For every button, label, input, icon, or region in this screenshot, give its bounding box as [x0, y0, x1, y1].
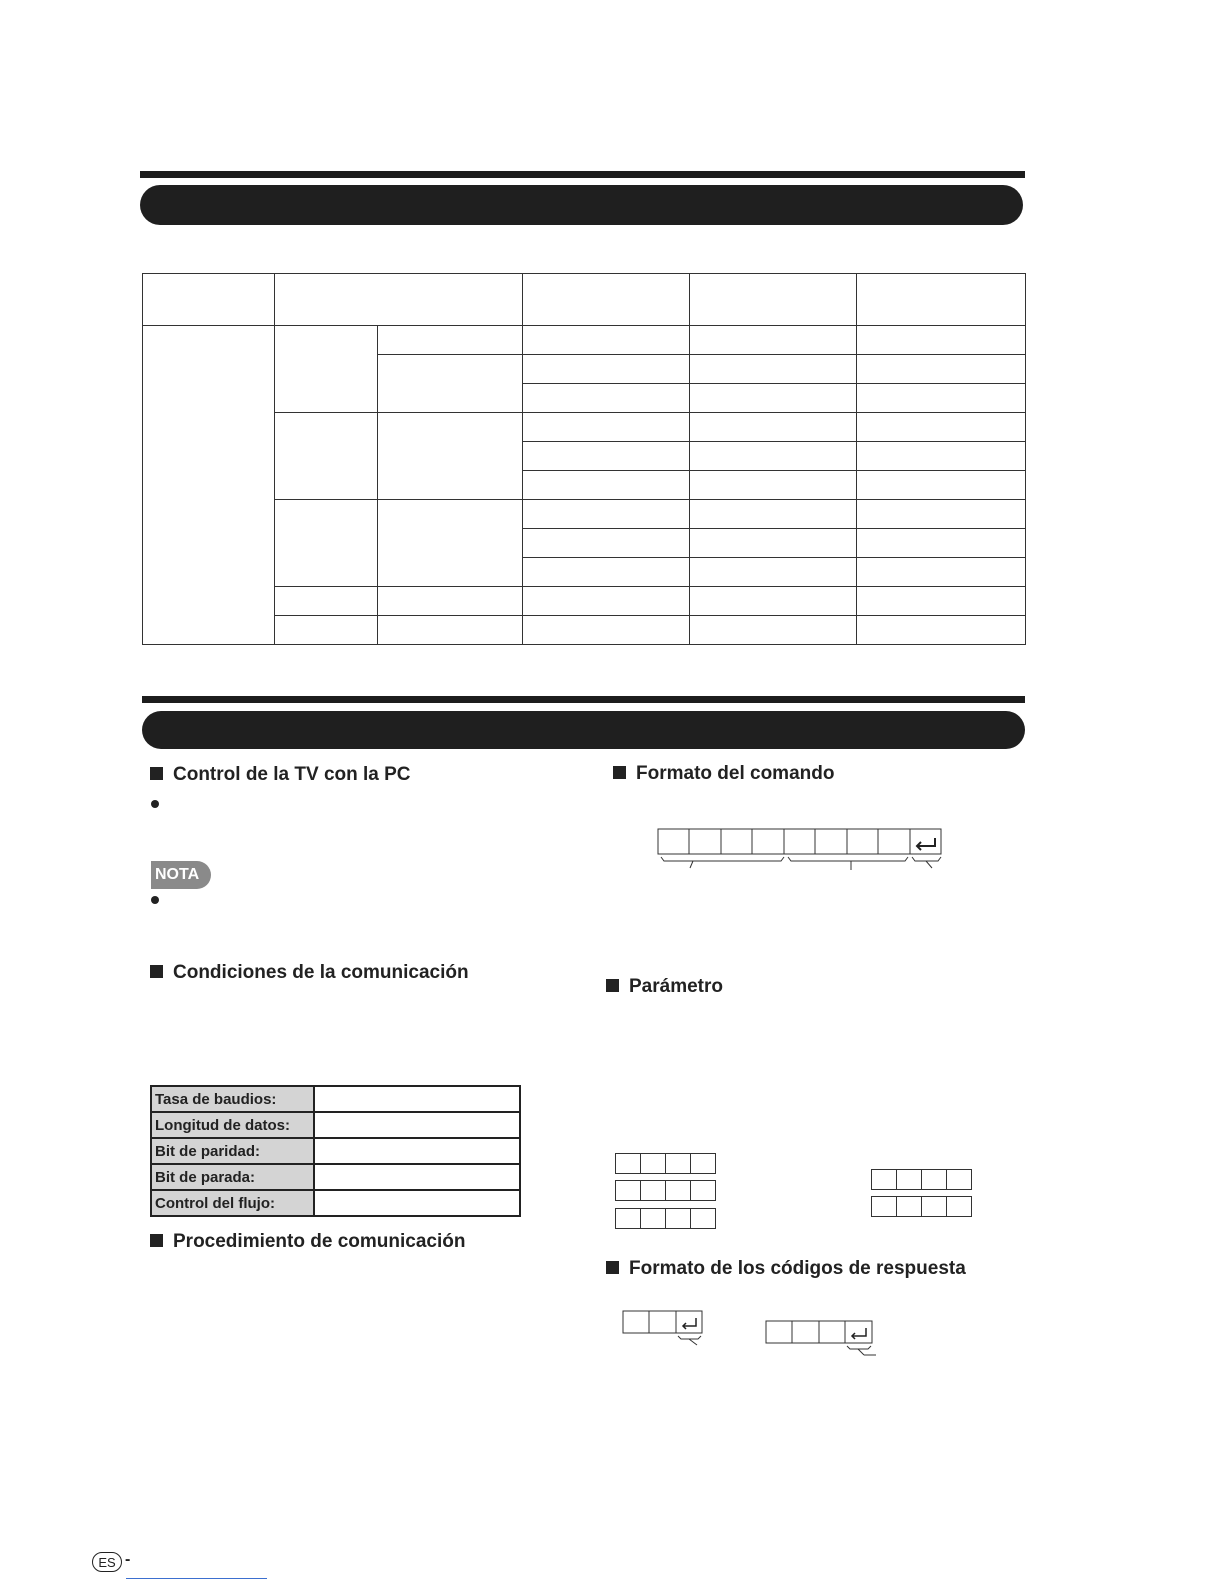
parameter-example-row [616, 1180, 716, 1201]
square-bullet-icon [150, 1234, 163, 1247]
stop-bit-value [314, 1164, 520, 1190]
table-row [151, 1138, 520, 1164]
square-bullet-icon [150, 767, 163, 780]
square-bullet-icon [150, 965, 163, 978]
bullet-icon [151, 800, 159, 808]
parameter-example-row [616, 1208, 716, 1229]
footer-link-underline [126, 1578, 267, 1579]
data-length-value [314, 1112, 520, 1138]
response-code-diagram-ok [621, 1309, 711, 1349]
heading-procedimiento: Procedimiento de comunicación [150, 1231, 465, 1253]
parameter-example-row [872, 1169, 972, 1190]
parameter-example-row [616, 1153, 716, 1174]
specification-table [142, 273, 1026, 645]
parity-bit-label: Bit de paridad: [151, 1138, 314, 1164]
bullet-icon [151, 896, 159, 904]
heading-formato-respuesta: Formato de los códigos de respuesta [606, 1258, 966, 1280]
parameter-example-row [872, 1196, 972, 1217]
table-row [151, 1086, 520, 1112]
command-format-diagram [655, 826, 950, 874]
enter-icon [917, 838, 935, 850]
enter-icon [683, 1318, 696, 1329]
table-row [151, 1164, 520, 1190]
baud-rate-value [314, 1086, 520, 1112]
heading-formato-comando: Formato del comando [613, 763, 834, 785]
square-bullet-icon [606, 1261, 619, 1274]
heading-parametro: Parámetro [606, 976, 723, 998]
top-section-rule [140, 171, 1025, 178]
page-number-dash: - [125, 1551, 131, 1568]
baud-rate-label: Tasa de baudios: [151, 1086, 314, 1112]
language-badge: ES [92, 1552, 122, 1572]
parity-bit-value [314, 1138, 520, 1164]
table-row [151, 1190, 520, 1216]
heading-condiciones: Condiciones de la comunicación [150, 962, 469, 984]
communication-conditions-table [150, 1085, 521, 1217]
second-section-rule [142, 696, 1025, 703]
table-row [151, 1112, 520, 1138]
flow-control-value [314, 1190, 520, 1216]
top-section-title-bar [140, 185, 1023, 225]
square-bullet-icon [613, 766, 626, 779]
enter-icon [852, 1328, 866, 1339]
nota-badge: NOTA [151, 861, 211, 889]
data-length-label: Longitud de datos: [151, 1112, 314, 1138]
heading-control-tv-pc: Control de la TV con la PC [150, 764, 411, 786]
stop-bit-label: Bit de parada: [151, 1164, 314, 1190]
square-bullet-icon [606, 979, 619, 992]
response-code-diagram-error [764, 1319, 879, 1361]
second-section-title-bar [142, 711, 1025, 749]
flow-control-label: Control del flujo: [151, 1190, 314, 1216]
